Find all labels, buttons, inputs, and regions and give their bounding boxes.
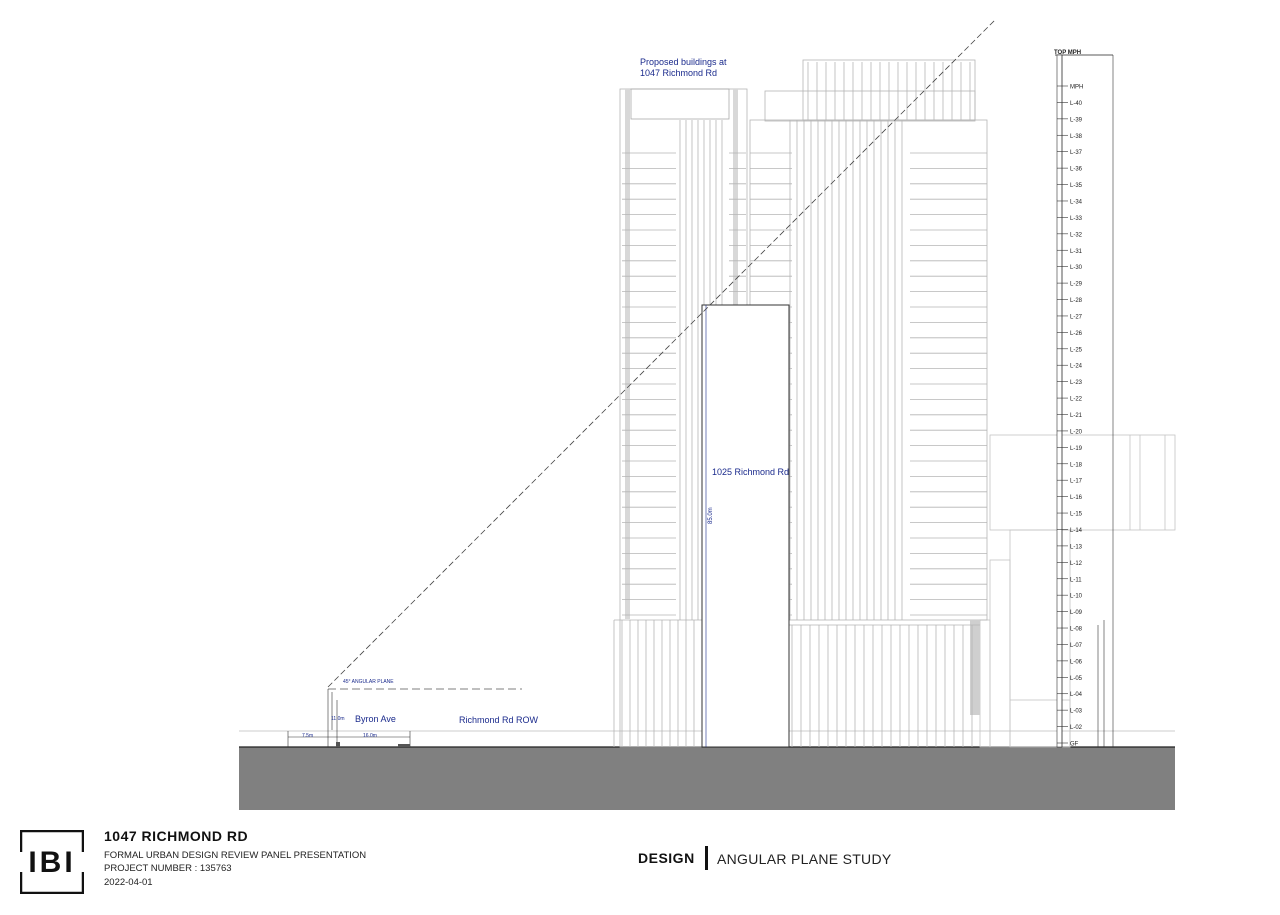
level-label: L-37: [1070, 150, 1083, 157]
level-scale: [1054, 50, 1113, 748]
level-label: L-26: [1070, 330, 1083, 337]
level-label: L-10: [1070, 593, 1083, 600]
level-label: L-23: [1070, 380, 1083, 387]
proposed-label-line2: 1047 Richmond Rd: [640, 68, 718, 78]
level-label: L-32: [1070, 232, 1083, 239]
ibi-logo: [20, 830, 84, 894]
level-label: L-30: [1070, 265, 1083, 272]
level-label: L-24: [1070, 363, 1083, 370]
level-label: L-05: [1070, 675, 1083, 682]
project-number: PROJECT NUMBER : 135763: [104, 863, 232, 874]
level-label: L-36: [1070, 166, 1083, 173]
level-label: L-25: [1070, 347, 1083, 354]
dim-11m: 11.0m: [331, 716, 345, 722]
level-label: L-22: [1070, 396, 1083, 403]
level-label: L-39: [1070, 117, 1083, 124]
project-date: 2022-04-01: [104, 877, 153, 888]
level-label: L-07: [1070, 642, 1083, 649]
level-label: L-34: [1070, 199, 1083, 206]
level-label: L-12: [1070, 560, 1083, 567]
level-label: L-17: [1070, 478, 1083, 485]
existing-building-label: 1025 Richmond Rd: [712, 467, 790, 477]
level-label: L-04: [1070, 692, 1083, 699]
byron-ave-label: Byron Ave: [355, 714, 396, 724]
level-label: L-29: [1070, 281, 1083, 288]
level-label: L-13: [1070, 544, 1083, 551]
project-subtitle: FORMAL URBAN DESIGN REVIEW PANEL PRESENTATION: [104, 850, 367, 861]
level-label: L-15: [1070, 511, 1083, 518]
level-label: L-18: [1070, 462, 1083, 469]
level-label: L-38: [1070, 133, 1083, 140]
sheet-divider: [705, 846, 708, 870]
ground-section: [239, 747, 1175, 810]
level-label: L-19: [1070, 445, 1083, 452]
level-label: L-03: [1070, 708, 1083, 715]
level-label: MPH: [1070, 84, 1084, 91]
richmond-row-label: Richmond Rd ROW: [459, 715, 539, 725]
level-label: L-20: [1070, 429, 1083, 436]
existing-height-label: 85.0m: [708, 507, 714, 524]
angular-plane-label: 45° ANGULAR PLANE: [343, 679, 394, 685]
dim-7-5m: 7.5m: [302, 733, 314, 739]
project-name: 1047 RICHMOND RD: [104, 828, 249, 844]
level-label: L-14: [1070, 527, 1083, 534]
sheet-category: DESIGN: [638, 850, 695, 866]
level-label: L-28: [1070, 298, 1083, 305]
level-label: L-11: [1070, 577, 1082, 584]
level-label: L-27: [1070, 314, 1083, 321]
level-label: L-21: [1070, 413, 1083, 419]
level-label: L-02: [1070, 725, 1083, 732]
level-label: L-08: [1070, 626, 1083, 633]
logo-text: IBI: [28, 846, 76, 879]
level-label: L-16: [1070, 495, 1083, 502]
level-scale-top: TOP MPH: [1054, 50, 1082, 56]
sheet-title: ANGULAR PLANE STUDY: [717, 851, 892, 867]
level-label: L-06: [1070, 659, 1083, 666]
existing-building-1025: [702, 305, 789, 747]
proposed-label-line1: Proposed buildings at: [640, 57, 727, 67]
level-label: L-09: [1070, 610, 1083, 617]
level-label: L-35: [1070, 183, 1083, 190]
level-label: GF: [1070, 741, 1079, 748]
level-label: L-31: [1070, 248, 1083, 255]
level-label: L-40: [1070, 100, 1083, 107]
dim-16m: 16.0m: [363, 733, 377, 739]
level-label: L-33: [1070, 215, 1083, 222]
